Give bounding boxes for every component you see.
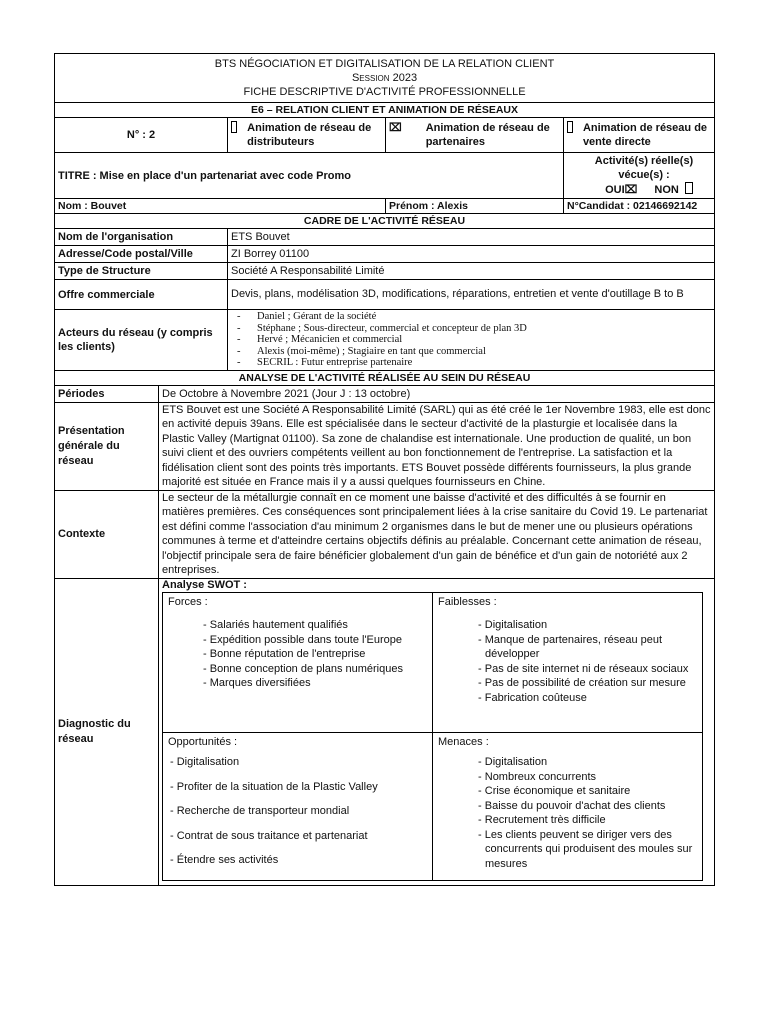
acteurs-list — [228, 310, 715, 371]
periodes-value: De Octobre à Novembre 2021 (Jour J : 13 octobre) — [159, 385, 715, 402]
list-item: - Expédition possible dans toute l'Europe — [210, 633, 427, 648]
list-item: - Pas de site internet ni de réseaux sociaux — [485, 662, 697, 677]
fiche-table — [54, 53, 715, 886]
list-item: - Étendre ses activités — [170, 853, 427, 868]
cadre-label: Type de Structure — [55, 263, 228, 280]
list-item: - Recherche de transporteur mondial — [170, 804, 427, 819]
faiblesses-label: Faiblesses : — [438, 595, 497, 608]
list-item: - Baisse du pouvoir d'achat des clients — [485, 799, 697, 814]
cadre-value: Société A Responsabilité Limité — [228, 263, 715, 280]
activite-reelle — [564, 153, 715, 199]
list-item: - Hervé ; Mécanicien et commercial — [257, 334, 711, 346]
activity-title: TITRE : Mise en place d'un partenariat avec code Promo — [55, 153, 564, 199]
periodes-label: Périodes — [55, 385, 159, 402]
list-item: - Marques diversifiées — [210, 676, 427, 691]
list-item: - Manque de partenaires, réseau peut développer — [485, 633, 697, 662]
option-distributeurs[interactable] — [228, 118, 386, 153]
option-distributeurs-label: Animation de réseau de distributeurs — [247, 122, 372, 148]
diagnostic-cell — [159, 578, 715, 885]
contexte-text: Le secteur de la métallurgie connaît en ce moment une baisse d'activité et des difficultés à se fournir en matières premières. Ces conséquences sont principalement liées à la crise sanitaire du Covid 19. Le partenariat est défini comme l'association d'au minimum 2 organismes dans le but de mener une ou plusieurs opérations communes à terme et d'atteindre certains objectifs définis au préalable. Concernant cette animation de réseau, l'objectif principale sera de faire bénéficier globalement d'un gain de bénéfice et d'un gain de notoriété aux 2 entreprises. — [159, 490, 715, 578]
epreuve-title: E6 – RELATION CLIENT ET ANIMATION DE RÉSEAUX — [55, 103, 715, 118]
list-item: - Stéphane ; Sous-directeur, commercial et concepteur de plan 3D — [257, 323, 711, 335]
cadre-title: CADRE DE L'ACTIVITÉ RÉSEAU — [55, 214, 715, 229]
fiche-number: N° : 2 — [55, 118, 228, 153]
prenom: Prénom : Alexis — [386, 199, 564, 214]
swot-title: Analyse SWOT : — [162, 578, 247, 591]
cadre-label: Nom de l'organisation — [55, 229, 228, 246]
list-item: - Les clients peuvent se diriger vers des concurrents qui produisent des moules sur mesures — [485, 828, 697, 872]
swot-menaces — [433, 732, 703, 880]
oui-checked-icon[interactable]: ⌧ — [624, 184, 638, 196]
analyse-title: ANALYSE DE L'ACTIVITÉ RÉALISÉE AU SEIN DU RÉSEAU — [55, 370, 715, 385]
swot-opportunites — [163, 732, 433, 880]
activite-reelle-label: Activité(s) réelle(s) vécue(s) : — [594, 155, 694, 181]
cadre-value: ZI Borrey 01100 — [228, 246, 715, 263]
list-item: - Contrat de sous traitance et partenariat — [170, 829, 427, 844]
forces-label: Forces : — [168, 595, 208, 608]
list-item: - Digitalisation — [485, 755, 697, 770]
presentation-text: ETS Bouvet est une Société A Responsabilité Limité (SARL) qui as été créé le 1er Novembre 1983, elle est donc en activité depuis 39ans. Elle est spécialisée dans le secteur d'activité de la plasturgie et localisée dans la Plastic Valley (Martignat 01100). Sa zone de chalandise est internationale. Une production de qualité, un bon suivi client et des ouvriers compétents veillent au bon fonctionnement de l'entreprise. La satisfaction et la fidélisation client sont des points très importants. ETS Bouvet possède différents fournisseurs, la plus grande majorité est située en France mais il y a aussi quelques fournisseurs en Chine. — [159, 402, 715, 490]
list-item: - Profiter de la situation de la Plastic Valley — [170, 780, 427, 795]
cadre-value: Devis, plans, modélisation 3D, modifications, réparations, entretien et vente d'outillage B to B — [228, 280, 715, 310]
list-item: - Digitalisation — [485, 618, 697, 633]
oui-label: OUI — [605, 184, 625, 196]
diagnostic-label: Diagnostic du réseau — [55, 578, 159, 885]
fiche-document — [54, 53, 714, 886]
document-header — [55, 54, 715, 103]
list-item: - SECRIL : Futur entreprise partenaire — [257, 357, 711, 369]
option-partenaires-label: Animation de réseau de partenaires — [425, 122, 550, 148]
non-unchecked-icon[interactable] — [685, 182, 693, 194]
list-item: - Pas de possibilité de création sur mesure — [485, 676, 697, 691]
header-line3: FICHE DESCRIPTIVE D'ACTIVITÉ PROFESSIONNELLE — [243, 86, 526, 98]
header-line1: BTS NÉGOCIATION ET DIGITALISATION DE LA RELATION CLIENT — [214, 58, 555, 70]
list-item: - Fabrication coûteuse — [485, 691, 697, 706]
list-item: - Digitalisation — [170, 755, 427, 770]
list-item: - Crise économique et sanitaire — [485, 784, 697, 799]
cadre-value: ETS Bouvet — [228, 229, 715, 246]
acteurs-label: Acteurs du réseau (y compris les clients) — [55, 310, 228, 371]
presentation-label: Présentation générale du réseau — [55, 402, 159, 490]
swot-table — [162, 592, 703, 881]
swot-faiblesses — [433, 592, 703, 732]
list-item: - Salariés hautement qualifiés — [210, 618, 427, 633]
list-item: - Nombreux concurrents — [485, 770, 697, 785]
list-item: - Bonne réputation de l'entreprise — [210, 647, 427, 662]
list-item: - Bonne conception de plans numériques — [210, 662, 427, 677]
checkbox-unchecked-icon[interactable] — [231, 121, 237, 133]
cadre-label: Offre commerciale — [55, 280, 228, 310]
header-session: Session 2023 — [351, 72, 418, 84]
cadre-label: Adresse/Code postal/Ville — [55, 246, 228, 263]
menaces-label: Menaces : — [438, 735, 489, 748]
non-label: NON — [654, 184, 679, 196]
opportunites-label: Opportunités : — [168, 735, 238, 748]
list-item: - Alexis (moi-même) ; Stagiaire en tant que commercial — [257, 346, 711, 358]
list-item: - Recrutement très difficile — [485, 813, 697, 828]
option-vente-directe-label: Animation de réseau de vente directe — [582, 122, 708, 148]
option-vente-directe[interactable] — [564, 118, 715, 153]
candidat-number: N°Candidat : 02146692142 — [564, 199, 715, 214]
nom: Nom : Bouvet — [55, 199, 386, 214]
contexte-label: Contexte — [55, 490, 159, 578]
option-partenaires[interactable] — [386, 118, 564, 153]
checkbox-checked-icon[interactable]: ⌧ — [389, 122, 402, 134]
checkbox-unchecked-icon[interactable] — [567, 121, 573, 133]
swot-forces — [163, 592, 433, 732]
list-item: - Daniel ; Gérant de la société — [257, 311, 711, 323]
